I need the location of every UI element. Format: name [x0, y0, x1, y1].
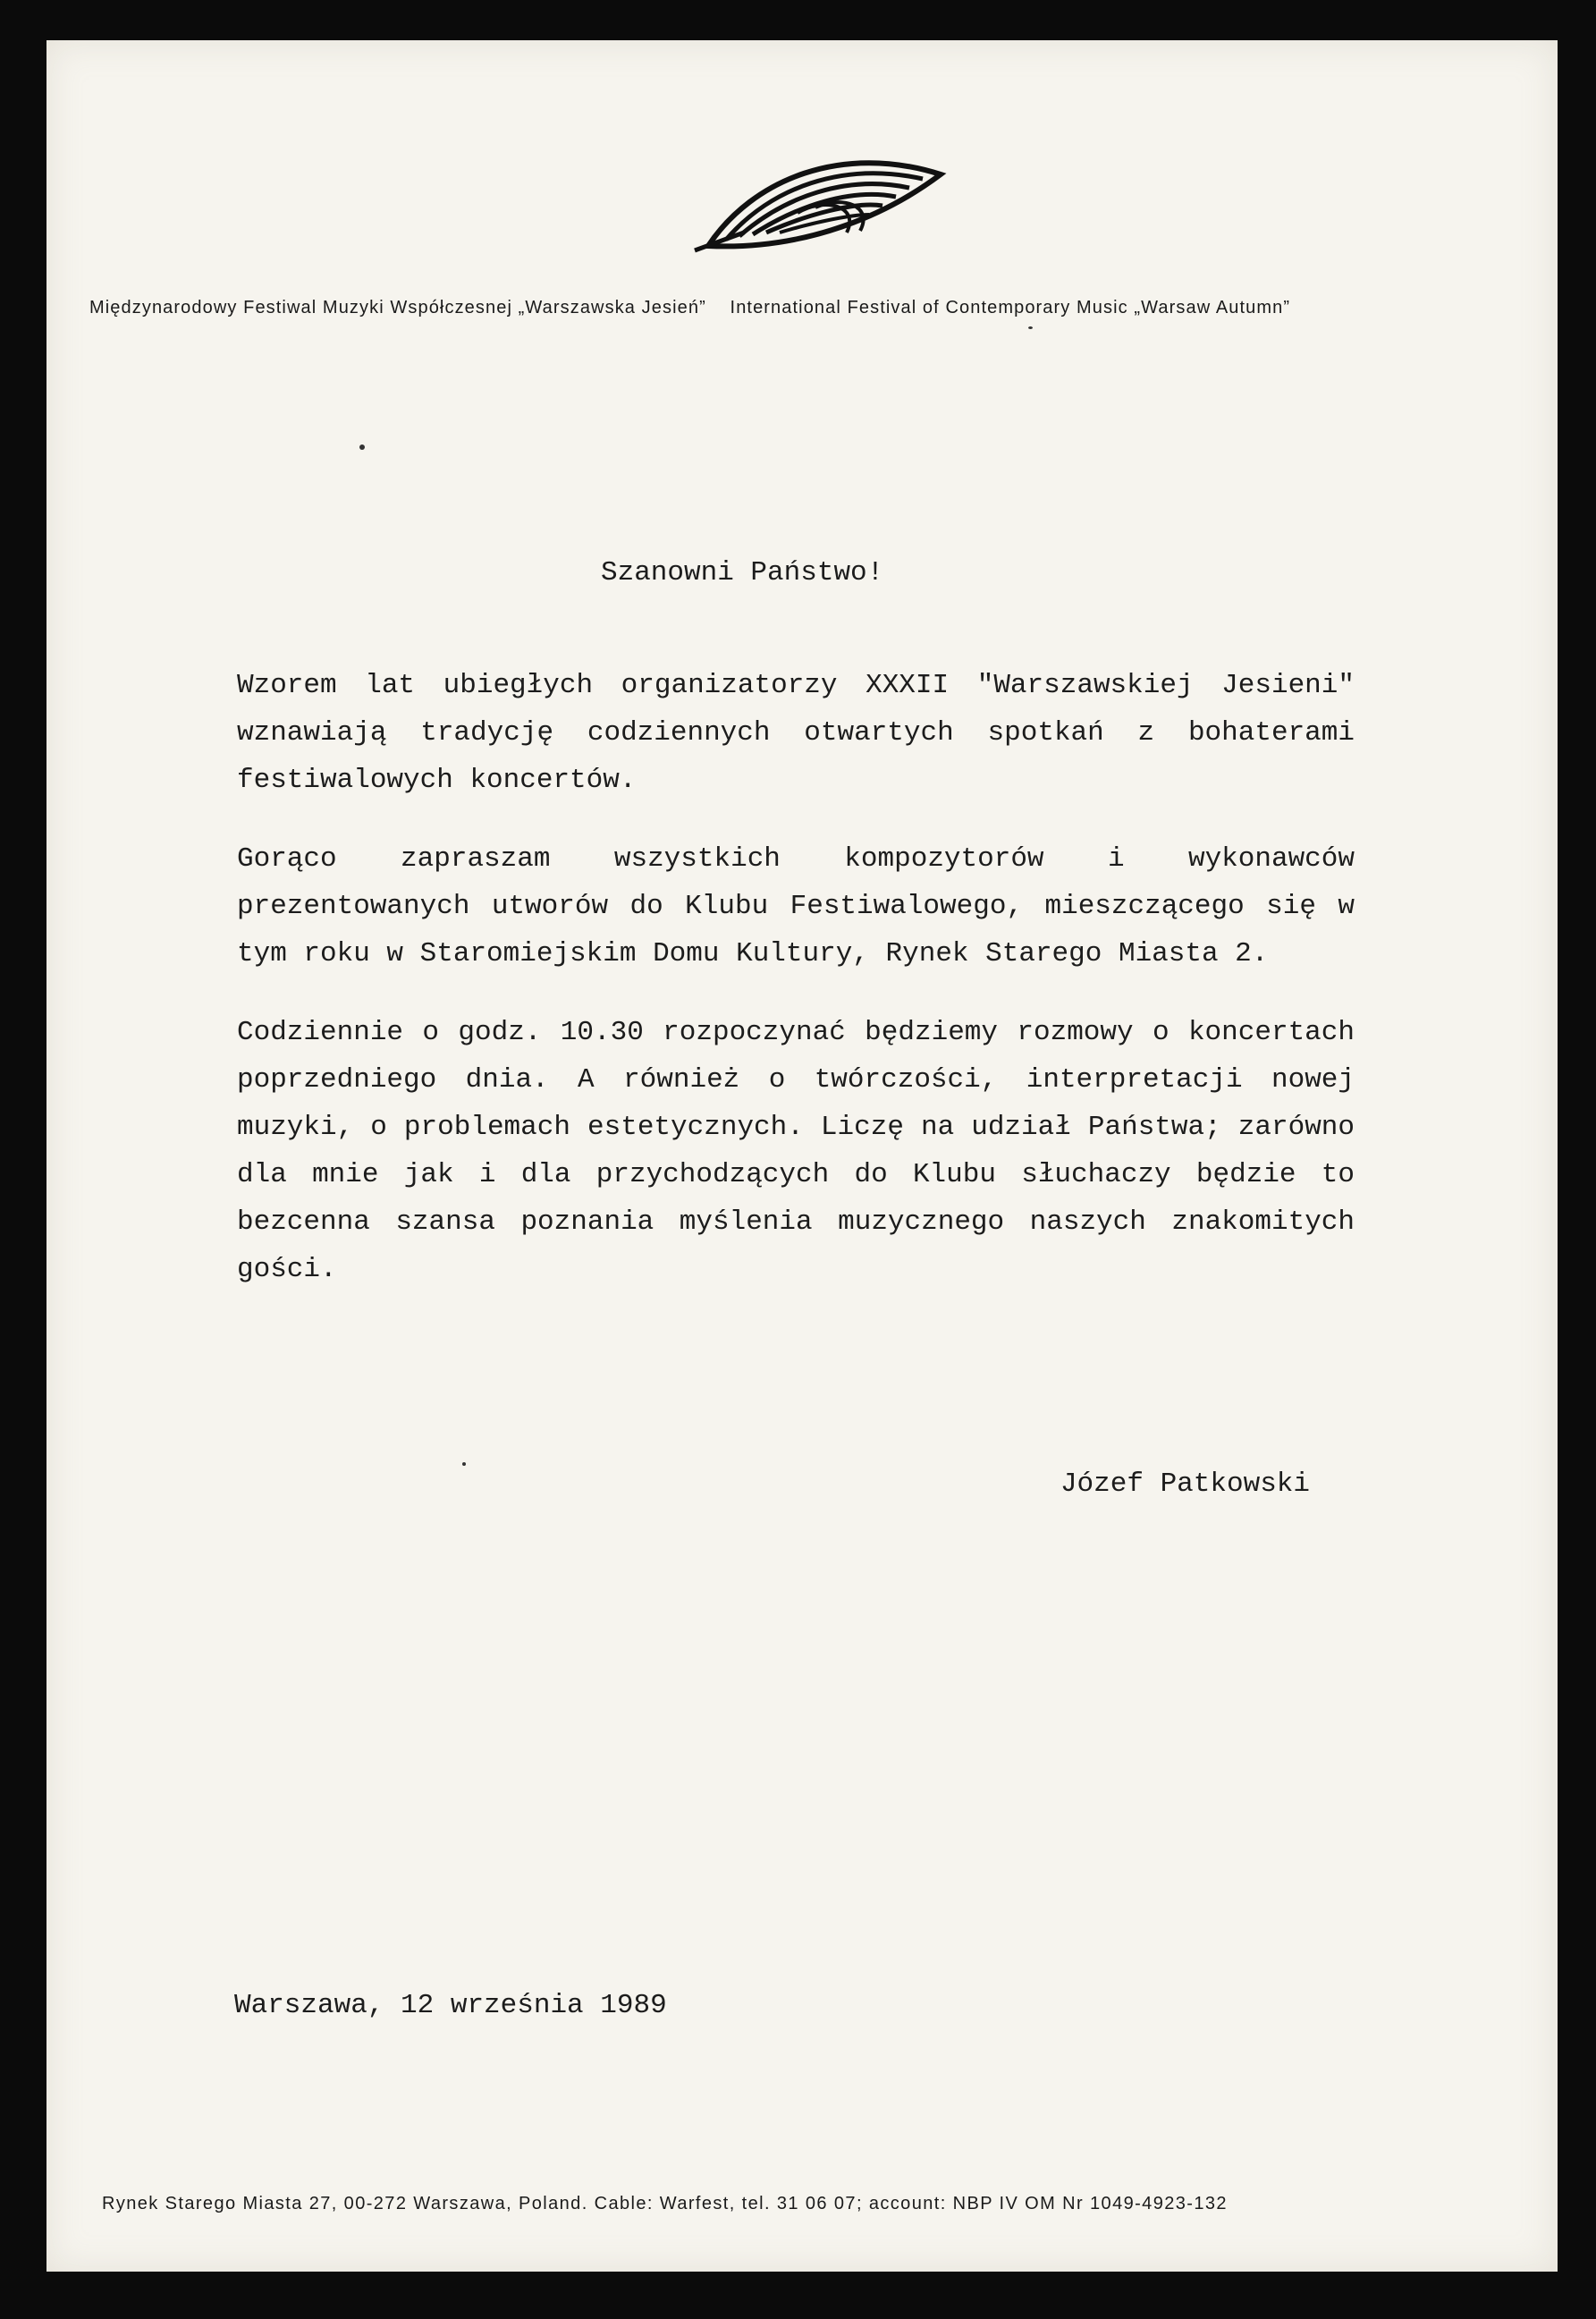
paragraph-2: Gorąco zapraszam wszystkich kompozytorów i wykonawców prezentowanych utworów do Klubu Festiwalowego, mieszczącego się w tym roku w Staromiejskim Domu Kultury, Rynek Starego Miasta 2.	[237, 843, 1355, 969]
salutation: Szanowni Państwo!	[601, 557, 884, 588]
letter-sheet	[46, 40, 1558, 2272]
letterhead-title-polish: Międzynarodowy Festiwal Muzyki Współczesnej „Warszawska Jesień”	[89, 298, 706, 317]
letterhead-title-english: International Festival of Contemporary Music „Warsaw Autumn”	[730, 298, 1291, 317]
letter-body	[237, 662, 1355, 1325]
paragraph-1: Wzorem lat ubiegłych organizatorzy XXXII "Warszawskiej Jesieni" wznawiają tradycję codziennych otwartych spotkań z bohaterami festiwalowych koncertów.	[237, 670, 1355, 796]
paper-speck	[1028, 326, 1033, 329]
paper-speck	[359, 444, 365, 450]
feather-leaf-icon	[690, 143, 950, 259]
signature-name: Józef Patkowski	[1060, 1468, 1310, 1500]
festival-logo	[690, 143, 950, 259]
paragraph-3: Codziennie o godz. 10.30 rozpoczynać będziemy rozmowy o koncertach poprzedniego dnia. A również o twórczości, interpretacji nowej muzyki, o problemach estetycznych. Liczę na udział Państwa; zarówno dla mnie jak i dla przychodzących do Klubu słuchaczy będzie to bezcenna szansa poznania myślenia muzycznego naszych znakomitych gości.	[237, 1017, 1355, 1285]
place-and-date: Warszawa, 12 września 1989	[234, 1990, 667, 2021]
footer-address: Rynek Starego Miasta 27, 00-272 Warszawa, Poland. Cable: Warfest, tel. 31 06 07; account: NBP IV OM Nr 1049-4923-132	[102, 2194, 1228, 2213]
letterhead-title	[89, 298, 1520, 318]
paper-speck	[462, 1462, 466, 1466]
